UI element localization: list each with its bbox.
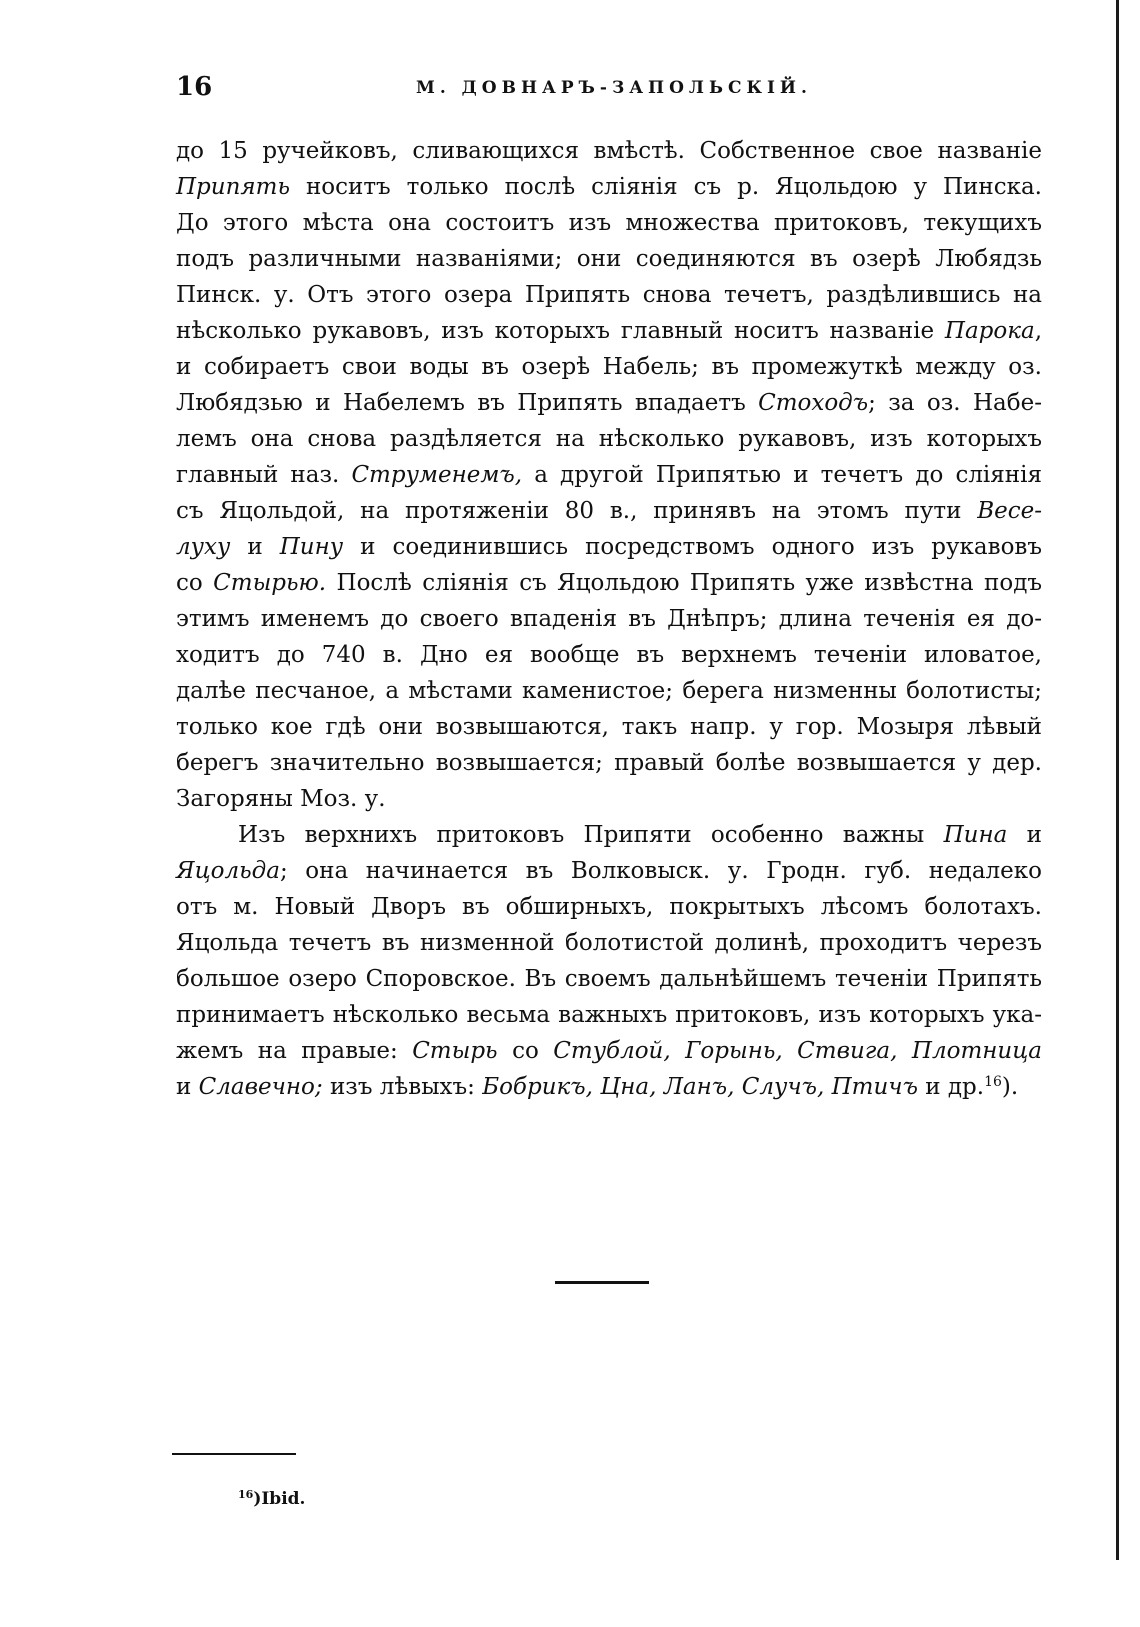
text-run: ). [1001, 1074, 1019, 1100]
text-run: Послѣ сліянія съ Яцольдою Припять уже извѣстна подъ [326, 570, 1042, 596]
text-run: а другой Припятью и течетъ до сліянія [522, 462, 1042, 488]
text-run: ходитъ до 740 в. Дно ея вообще въ верхнемъ теченіи иловатое, [176, 642, 1042, 668]
footnote-text: )Ibid. [253, 1489, 306, 1509]
text-run: Загоряны Моз. у. [176, 786, 386, 812]
footnote-ref: 16 [984, 1074, 1002, 1090]
text-line [176, 349, 1042, 385]
text-line [176, 565, 1042, 601]
italic-term: Бобрикъ, Цна, Ланъ, Случъ, Птичъ [482, 1074, 918, 1100]
italic-term: Весе- [977, 498, 1042, 524]
text-line [176, 277, 1042, 313]
text-run: и соединившись посредствомъ одного изъ рукавовъ [343, 534, 1042, 560]
italic-term: Припять [176, 174, 290, 200]
text-line [176, 421, 1042, 457]
text-line [176, 1033, 1042, 1069]
footnote-marker: 16 [238, 1488, 254, 1501]
text-line [176, 313, 1042, 349]
footnote-separator [172, 1453, 296, 1455]
text-run: жемъ на правые: [176, 1038, 413, 1064]
text-line [176, 1069, 1042, 1105]
italic-term: Стублой, Горынь, Ствига, Плотница [553, 1038, 1042, 1064]
text-run: изъ лѣвыхъ: [322, 1074, 483, 1100]
text-line [176, 637, 1042, 673]
text-run: , [1034, 318, 1042, 344]
text-run: подъ различными названіями; они соединяются въ озерѣ Любядзь [176, 246, 1042, 272]
italic-term: Пина [943, 822, 1008, 848]
text-line [176, 889, 1042, 925]
paragraph-2 [176, 817, 1042, 1105]
text-line [176, 529, 1042, 565]
text-run: до 15 ручейковъ, сливающихся вмѣстѣ. Собственное свое названіе [176, 138, 1042, 164]
running-title: М. ДОВНАРЪ-ЗАПОЛЬСКІЙ. [416, 78, 812, 98]
italic-term: Славечно; [198, 1074, 323, 1100]
text-line [176, 133, 1042, 169]
text-run: Любядзью и Набелемъ въ Припять впадаетъ [176, 390, 759, 416]
text-line [176, 961, 1042, 997]
text-run: берегъ значительно возвышается; правый болѣе возвышается у дер. [176, 750, 1042, 776]
text-run: принимаетъ нѣсколько весьма важныхъ притоковъ, изъ которыхъ ука- [176, 1002, 1042, 1028]
italic-term: Яцольда [176, 858, 280, 884]
text-run: далѣе песчаное, а мѣстами каменистое; берега низменны болотисты; [176, 678, 1042, 704]
text-line [176, 709, 1042, 745]
text-run: и собираетъ свои воды въ озерѣ Набель; въ промежуткѣ между оз. [176, 354, 1042, 380]
text-line [176, 457, 1042, 493]
text-line [176, 745, 1042, 781]
italic-term: Стырь [412, 1038, 498, 1064]
italic-term: Пину [279, 534, 344, 560]
text-run: ; она начинается въ Волковыск. у. Гродн. губ. недалеко [279, 858, 1042, 884]
text-line [176, 925, 1042, 961]
text-line [176, 673, 1042, 709]
text-line [176, 205, 1042, 241]
italic-term: луху [176, 534, 231, 560]
text-line [176, 493, 1042, 529]
text-line [176, 601, 1042, 637]
text-run: и др. [917, 1074, 985, 1100]
text-run: ; за оз. Набе- [868, 390, 1042, 416]
paragraph-1 [176, 133, 1042, 817]
text-run: и [176, 1074, 199, 1100]
italic-term: Струменемъ, [351, 462, 523, 488]
text-line [176, 169, 1042, 205]
text-run: со [497, 1038, 554, 1064]
text-run: До этого мѣста она состоитъ изъ множества притоковъ, текущихъ [176, 210, 1042, 236]
section-end-rule [555, 1281, 649, 1284]
text-run: съ Яцольдой, на протяженіи 80 в., принявъ на этомъ пути [176, 498, 978, 524]
text-run: и [1007, 822, 1042, 848]
text-line [176, 241, 1042, 277]
text-line [176, 997, 1042, 1033]
text-run: нѣсколько рукавовъ, изъ которыхъ главный носитъ названіе [176, 318, 945, 344]
page-number: 16 [176, 72, 213, 102]
text-run: носитъ только послѣ сліянія съ р. Яцольдою у Пинска. [289, 174, 1042, 200]
text-line [176, 781, 1042, 817]
page-edge-rule [1116, 0, 1119, 1560]
text-line [176, 385, 1042, 421]
text-line [176, 817, 1042, 853]
text-run: этимъ именемъ до своего впаденія въ Днѣпръ; длина теченія ея до- [176, 606, 1042, 632]
italic-term: Стоходъ [758, 390, 869, 416]
text-run: отъ м. Новый Дворъ въ обширныхъ, покрытыхъ лѣсомъ болотахъ. [176, 894, 1042, 920]
footnote [238, 1489, 305, 1509]
italic-term: Парока [944, 318, 1035, 344]
text-run: Пинск. у. Отъ этого озера Припять снова течетъ, раздѣлившись на [176, 282, 1042, 308]
text-run: Яцольда течетъ въ низменной болотистой долинѣ, проходитъ черезъ [176, 930, 1042, 956]
text-run: большое озеро Споровское. Въ своемъ дальнѣйшемъ теченіи Припять [176, 966, 1042, 992]
italic-term: Стырью. [213, 570, 327, 596]
text-run: главный наз. [176, 462, 352, 488]
text-run: со [176, 570, 214, 596]
body-text [176, 133, 1042, 1105]
text-line [176, 853, 1042, 889]
running-head [176, 72, 1042, 112]
text-run: лемъ она снова раздѣляется на нѣсколько рукавовъ, изъ которыхъ [176, 426, 1042, 452]
text-run: Изъ верхнихъ притоковъ Припяти особенно важны [238, 822, 944, 848]
text-run: и [230, 534, 280, 560]
text-run: только кое гдѣ они возвышаются, такъ напр. у гор. Мозыря лѣвый [176, 714, 1042, 740]
